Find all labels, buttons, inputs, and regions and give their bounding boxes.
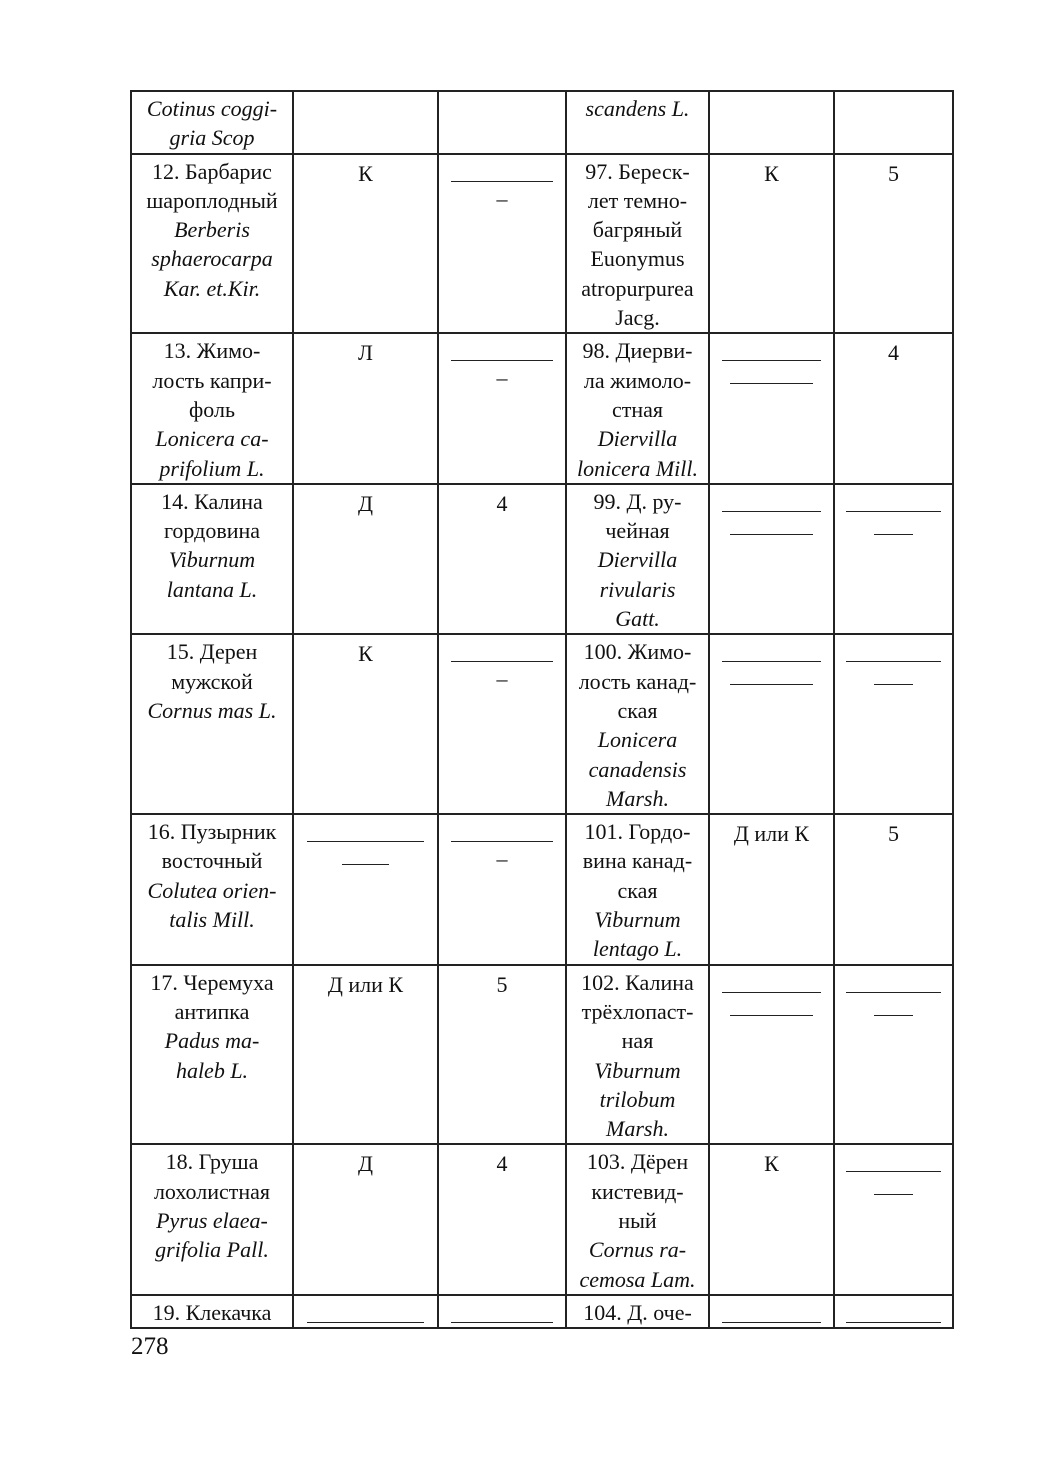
score-value: – xyxy=(496,365,508,391)
species-latin-line: Viburnum xyxy=(168,547,256,573)
type-cell xyxy=(709,1295,834,1328)
species-russian-line: шароплодный xyxy=(146,187,278,213)
score-cell xyxy=(834,91,953,154)
species-cell xyxy=(566,91,709,154)
species-russian-line: 14. Калина xyxy=(161,488,263,514)
species-latin-line: lantana L. xyxy=(166,576,258,602)
blank-line xyxy=(722,992,822,993)
score-cell xyxy=(834,1144,953,1294)
species-russian-line: чейная xyxy=(605,518,670,544)
blank-line xyxy=(730,1015,813,1016)
blank-line xyxy=(846,1322,941,1323)
species-cell xyxy=(566,154,709,334)
score-cell xyxy=(834,814,953,964)
species-latin-line: Diervilla xyxy=(597,547,678,573)
species-latin-line: canadensis xyxy=(588,756,687,782)
species-russian-line: ла жимоло- xyxy=(583,367,692,393)
score-value: – xyxy=(496,666,508,692)
species-latin-line: Cornus ra- xyxy=(588,1237,687,1263)
species-latin-line: prifolium L. xyxy=(159,455,265,481)
species-russian-line: багряный xyxy=(592,217,683,243)
species-russian-line: трёхлопаст- xyxy=(581,998,694,1024)
table-row xyxy=(131,1295,953,1328)
blank-line xyxy=(342,864,389,865)
species-cell xyxy=(566,1295,709,1328)
blank-line xyxy=(846,661,941,662)
type-cell xyxy=(709,1144,834,1294)
type-cell xyxy=(709,965,834,1145)
species-latin-line: lonicera Mill. xyxy=(577,455,698,481)
score-value: 5 xyxy=(888,160,899,186)
type-value: К xyxy=(764,160,779,186)
species-russian-line: 17. Черемуха xyxy=(150,969,274,995)
species-cell xyxy=(131,91,293,154)
table-row xyxy=(131,91,953,154)
type-value: Д или К xyxy=(733,821,810,847)
score-value: 5 xyxy=(496,971,508,997)
species-russian-line: лость канад- xyxy=(578,668,697,694)
score-cell xyxy=(438,91,566,154)
species-russian-line: 13. Жимо- xyxy=(163,338,261,364)
blank-line xyxy=(874,534,912,535)
score-cell xyxy=(834,333,953,483)
species-russian-line: антипка xyxy=(174,998,250,1024)
species-cell xyxy=(131,814,293,964)
species-russian-line: Euonymus xyxy=(590,246,685,272)
score-cell xyxy=(438,814,566,964)
species-russian-line: лохолистная xyxy=(153,1178,271,1204)
score-cell xyxy=(834,634,953,814)
species-russian-line: 18. Груша xyxy=(165,1149,259,1175)
species-latin-line: Cotinus coggi- xyxy=(146,96,278,121)
table-row xyxy=(131,154,953,334)
score-cell xyxy=(834,1295,953,1328)
type-cell xyxy=(293,1295,438,1328)
species-russian-line: фоль xyxy=(189,396,235,422)
species-latin-line: scandens L. xyxy=(585,96,690,121)
species-latin-line: talis Mill. xyxy=(169,907,255,933)
species-russian-line: лет темно- xyxy=(587,187,688,213)
blank-line xyxy=(846,511,941,512)
type-cell xyxy=(293,634,438,814)
blank-line xyxy=(874,684,912,685)
species-cell xyxy=(131,1295,293,1328)
blank-line xyxy=(451,1322,553,1323)
table-row xyxy=(131,484,953,634)
species-russian-line: мужской xyxy=(171,668,253,694)
type-value: К xyxy=(764,1151,779,1177)
type-cell xyxy=(293,154,438,334)
blank-line xyxy=(846,992,941,993)
species-latin-line: Diervilla xyxy=(597,426,678,452)
blank-line xyxy=(722,661,822,662)
species-russian-line: 97. Береск- xyxy=(585,158,690,184)
species-cell xyxy=(131,1144,293,1294)
species-latin-line: Viburnum xyxy=(594,1057,681,1083)
score-cell xyxy=(438,965,566,1145)
table-row xyxy=(131,1144,953,1294)
species-latin-line: haleb L. xyxy=(175,1057,249,1083)
species-russian-line: ный xyxy=(618,1207,657,1233)
species-latin-line: Padus ma- xyxy=(164,1028,260,1054)
blank-line xyxy=(730,684,813,685)
type-cell xyxy=(293,333,438,483)
species-latin-line: grifolia Pall. xyxy=(155,1237,269,1263)
species-latin-line: trilobum xyxy=(599,1086,676,1112)
blank-line xyxy=(722,1322,822,1323)
blank-line xyxy=(730,534,813,535)
species-russian-line: 99. Д. ру- xyxy=(593,488,682,514)
species-russian-line: atropurpurea xyxy=(581,275,694,301)
table-row xyxy=(131,333,953,483)
type-cell xyxy=(709,154,834,334)
score-value: 4 xyxy=(888,340,899,366)
species-latin-line: lentago L. xyxy=(592,936,683,962)
score-cell xyxy=(438,1144,566,1294)
species-russian-line: ская xyxy=(617,877,658,903)
score-cell xyxy=(834,965,953,1145)
species-latin-line: rivularis xyxy=(599,576,676,602)
table-row xyxy=(131,814,953,964)
species-latin-line: Berberis xyxy=(174,217,250,243)
species-cell xyxy=(131,333,293,483)
species-cell xyxy=(131,484,293,634)
species-table xyxy=(130,90,954,1329)
blank-line xyxy=(730,383,813,384)
species-russian-line: 101. Гордо- xyxy=(584,819,691,845)
score-cell xyxy=(438,634,566,814)
blank-line xyxy=(874,1194,912,1195)
species-cell xyxy=(131,634,293,814)
type-cell xyxy=(293,91,438,154)
species-cell xyxy=(566,965,709,1145)
species-russian-line: 100. Жимо- xyxy=(583,639,692,665)
species-cell xyxy=(131,965,293,1145)
species-russian-line: гордовина xyxy=(163,518,261,544)
type-cell xyxy=(293,1144,438,1294)
page-number: 278 xyxy=(131,1333,169,1360)
type-value: Д xyxy=(357,1151,373,1177)
blank-line xyxy=(722,360,822,361)
type-cell xyxy=(709,333,834,483)
score-value: – xyxy=(496,185,508,211)
type-value: К xyxy=(358,160,373,186)
type-cell xyxy=(709,91,834,154)
species-russian-line: 12. Барбарис xyxy=(152,158,272,184)
blank-line xyxy=(874,1015,912,1016)
species-latin-line: Pyrus elaea- xyxy=(156,1207,268,1233)
type-cell xyxy=(293,814,438,964)
type-cell xyxy=(709,814,834,964)
type-cell xyxy=(709,484,834,634)
score-cell xyxy=(438,1295,566,1328)
score-value: 4 xyxy=(496,490,508,516)
species-latin-line: Cornus mas L. xyxy=(147,697,277,723)
species-cell xyxy=(566,634,709,814)
species-russian-line: ная xyxy=(621,1028,654,1054)
species-cell xyxy=(566,484,709,634)
type-value: К xyxy=(358,641,373,667)
species-latin-line: sphaerocarpa xyxy=(151,246,273,272)
score-value: 4 xyxy=(496,1151,508,1177)
table-row xyxy=(131,965,953,1145)
table-row xyxy=(131,634,953,814)
species-cell xyxy=(131,154,293,334)
species-russian-line: кистевид- xyxy=(591,1178,684,1204)
type-cell xyxy=(293,484,438,634)
blank-line xyxy=(307,841,424,842)
species-russian-line: 16. Пузырник xyxy=(147,819,277,845)
species-cell xyxy=(566,333,709,483)
type-cell xyxy=(709,634,834,814)
species-russian-line: лость капри- xyxy=(152,367,272,393)
species-russian-line: 103. Дёрен xyxy=(586,1149,689,1175)
species-latin-line: Kar. et.Kir. xyxy=(163,275,261,301)
species-cell xyxy=(566,814,709,964)
species-russian-line: 15. Дерен xyxy=(166,639,258,665)
species-latin-line: Viburnum xyxy=(594,907,681,933)
score-value: 5 xyxy=(888,821,899,847)
score-cell xyxy=(438,154,566,334)
score-cell xyxy=(438,484,566,634)
species-latin-line: gria Scop xyxy=(169,125,255,151)
type-value: Д или К xyxy=(327,971,404,997)
species-russian-line: 102. Калина xyxy=(581,969,694,995)
species-latin-line: Lonicera ca- xyxy=(155,426,269,452)
score-cell xyxy=(438,333,566,483)
species-russian-line: вина канад- xyxy=(582,848,693,874)
species-latin-line: cemosa Lam. xyxy=(579,1266,696,1292)
species-latin-line: Marsh. xyxy=(606,785,669,811)
type-value: Д xyxy=(357,490,373,516)
species-latin-line: Marsh. xyxy=(606,1116,669,1142)
species-russian-line: Jacg. xyxy=(615,305,660,331)
blank-line xyxy=(722,511,822,512)
type-value: Л xyxy=(358,340,373,366)
species-latin-line: Lonicera xyxy=(597,727,678,753)
species-russian-line: восточный xyxy=(161,848,263,874)
species-russian-line: ская xyxy=(617,697,658,723)
blank-line xyxy=(307,1322,424,1323)
species-cell xyxy=(566,1144,709,1294)
type-cell xyxy=(293,965,438,1145)
species-latin-line: Gatt. xyxy=(615,606,660,632)
score-cell xyxy=(834,484,953,634)
species-latin-line: Colutea orien- xyxy=(147,877,277,903)
score-cell xyxy=(834,154,953,334)
score-value: – xyxy=(496,846,508,872)
species-russian-line: стная xyxy=(611,396,664,422)
species-russian-line: 104. Д. оче- xyxy=(583,1299,692,1325)
species-russian-line: 19. Клекачка xyxy=(152,1299,272,1325)
blank-line xyxy=(846,1171,941,1172)
species-russian-line: 98. Диерви- xyxy=(582,338,693,364)
